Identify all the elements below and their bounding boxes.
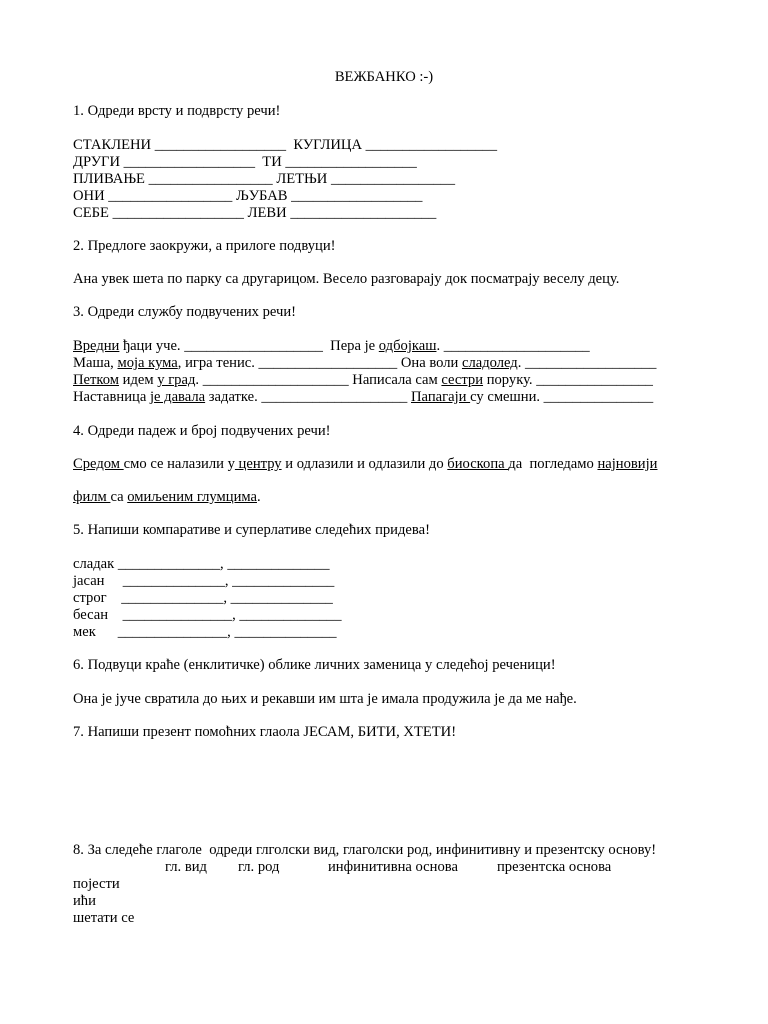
q5-line: мек _______________, ______________ <box>73 624 337 640</box>
column-header-aspect: гл. вид <box>165 859 207 875</box>
verb-row: ићи <box>73 893 96 909</box>
underlined-word: омиљеним глумцима <box>127 489 257 505</box>
q4-line <box>73 489 261 506</box>
sentence-text: ђаци уче. ___________________ Пера је <box>119 338 379 354</box>
q5-line: строг ______________, ______________ <box>73 590 333 606</box>
q2-heading: 2. Предлоге заокружи, а прилоге подвуци! <box>73 238 336 254</box>
q1-line: ПЛИВАЊЕ _________________ ЛЕТЊИ _________________ <box>73 171 456 187</box>
q1-line: ДРУГИ __________________ ТИ __________________ <box>73 154 417 170</box>
underlined-word: центру <box>234 456 282 472</box>
column-header-infinitive-stem: инфинитивна основа <box>328 859 458 875</box>
worksheet-title: ВЕЖБАНКО :-) <box>334 69 434 85</box>
underlined-word: филм <box>73 489 111 505</box>
q1-heading: 1. Одреди врсту и подврсту речи! <box>73 103 281 119</box>
column-header-present-stem: презентска основа <box>497 859 612 875</box>
sentence-text: , игра тенис. ___________________ Она воли <box>177 355 462 371</box>
sentence-text: поруку. ________________ <box>483 372 653 388</box>
underlined-word: Вредни <box>73 338 120 354</box>
sentence-text: . ____________________ Написала сам <box>195 372 442 388</box>
underlined-word: е давала <box>154 389 206 405</box>
q6-heading: 6. Подвуци краће (енклитичке) облике личних заменица у следећој реченици! <box>73 657 556 673</box>
sentence-text: Наставница ј <box>73 389 155 405</box>
sentence-text: Маша, <box>73 355 118 371</box>
sentence-text: и одлазили и одлазили до <box>281 456 448 472</box>
underlined-word: у град <box>157 372 196 388</box>
sentence-text: . <box>257 489 261 505</box>
q5-line: јасан ______________, ______________ <box>73 573 335 589</box>
q1-line: ОНИ _________________ ЉУБАВ __________________ <box>73 188 423 204</box>
q3-line <box>73 355 656 372</box>
sentence-text: да погледамо <box>508 456 598 472</box>
q5-line: бесан _______________, ______________ <box>73 607 342 623</box>
underlined-word: Петком <box>73 372 119 388</box>
verb-row: шетати се <box>73 910 135 926</box>
q7-heading: 7. Напиши презент помоћних глаола ЈЕСАМ, БИТИ, ХТЕТИ! <box>73 724 457 740</box>
q8-heading: 8. За следеће глаголе одреди глголски вид, глаголски род, инфинитивну и презентску основу! <box>73 842 657 858</box>
underlined-word: биоскопа <box>447 456 509 472</box>
underlined-word: сладолед <box>461 355 518 371</box>
q5-heading: 5. Напиши компаративе и суперлативе следећих придева! <box>73 522 430 538</box>
q5-line: сладак ______________, ______________ <box>73 556 330 572</box>
underlined-word: Папагаји <box>411 389 471 405</box>
q4-line <box>73 456 657 473</box>
underlined-word: најновији <box>597 456 658 472</box>
q1-line: СЕБЕ __________________ ЛЕВИ ____________________ <box>73 205 437 221</box>
underlined-word: одбојкаш <box>378 338 437 354</box>
q2-sentence: Ана увек шета по парку са другарицом. Весело разговарају док посматрају веселу децу. <box>73 271 620 287</box>
q3-line <box>73 372 653 389</box>
underlined-word: Средом <box>73 456 124 472</box>
q3-line <box>73 389 653 406</box>
sentence-text: . __________________ <box>517 355 657 371</box>
q3-line <box>73 338 590 355</box>
q4-heading: 4. Одреди падеж и број подвучених речи! <box>73 423 331 439</box>
sentence-text: смо се налазили у <box>123 456 235 472</box>
q6-sentence: Она је јуче свратила до њих и рекавши им шта је имала продужила је да ме нађе. <box>73 691 577 707</box>
q1-line: СТАКЛЕНИ __________________ КУГЛИЦА __________________ <box>73 137 497 153</box>
sentence-text: задатке. ____________________ <box>205 389 412 405</box>
sentence-text: са <box>110 489 128 505</box>
verb-row: појести <box>73 876 120 892</box>
sentence-text: су смешни. _______________ <box>470 389 654 405</box>
sentence-text: идем <box>119 372 158 388</box>
underlined-word: моја кума <box>117 355 178 371</box>
column-header-voice: гл. род <box>238 859 280 875</box>
q3-heading: 3. Одреди службу подвучених речи! <box>73 304 297 320</box>
sentence-text: . ____________________ <box>436 338 590 354</box>
underlined-word: сестри <box>441 372 484 388</box>
